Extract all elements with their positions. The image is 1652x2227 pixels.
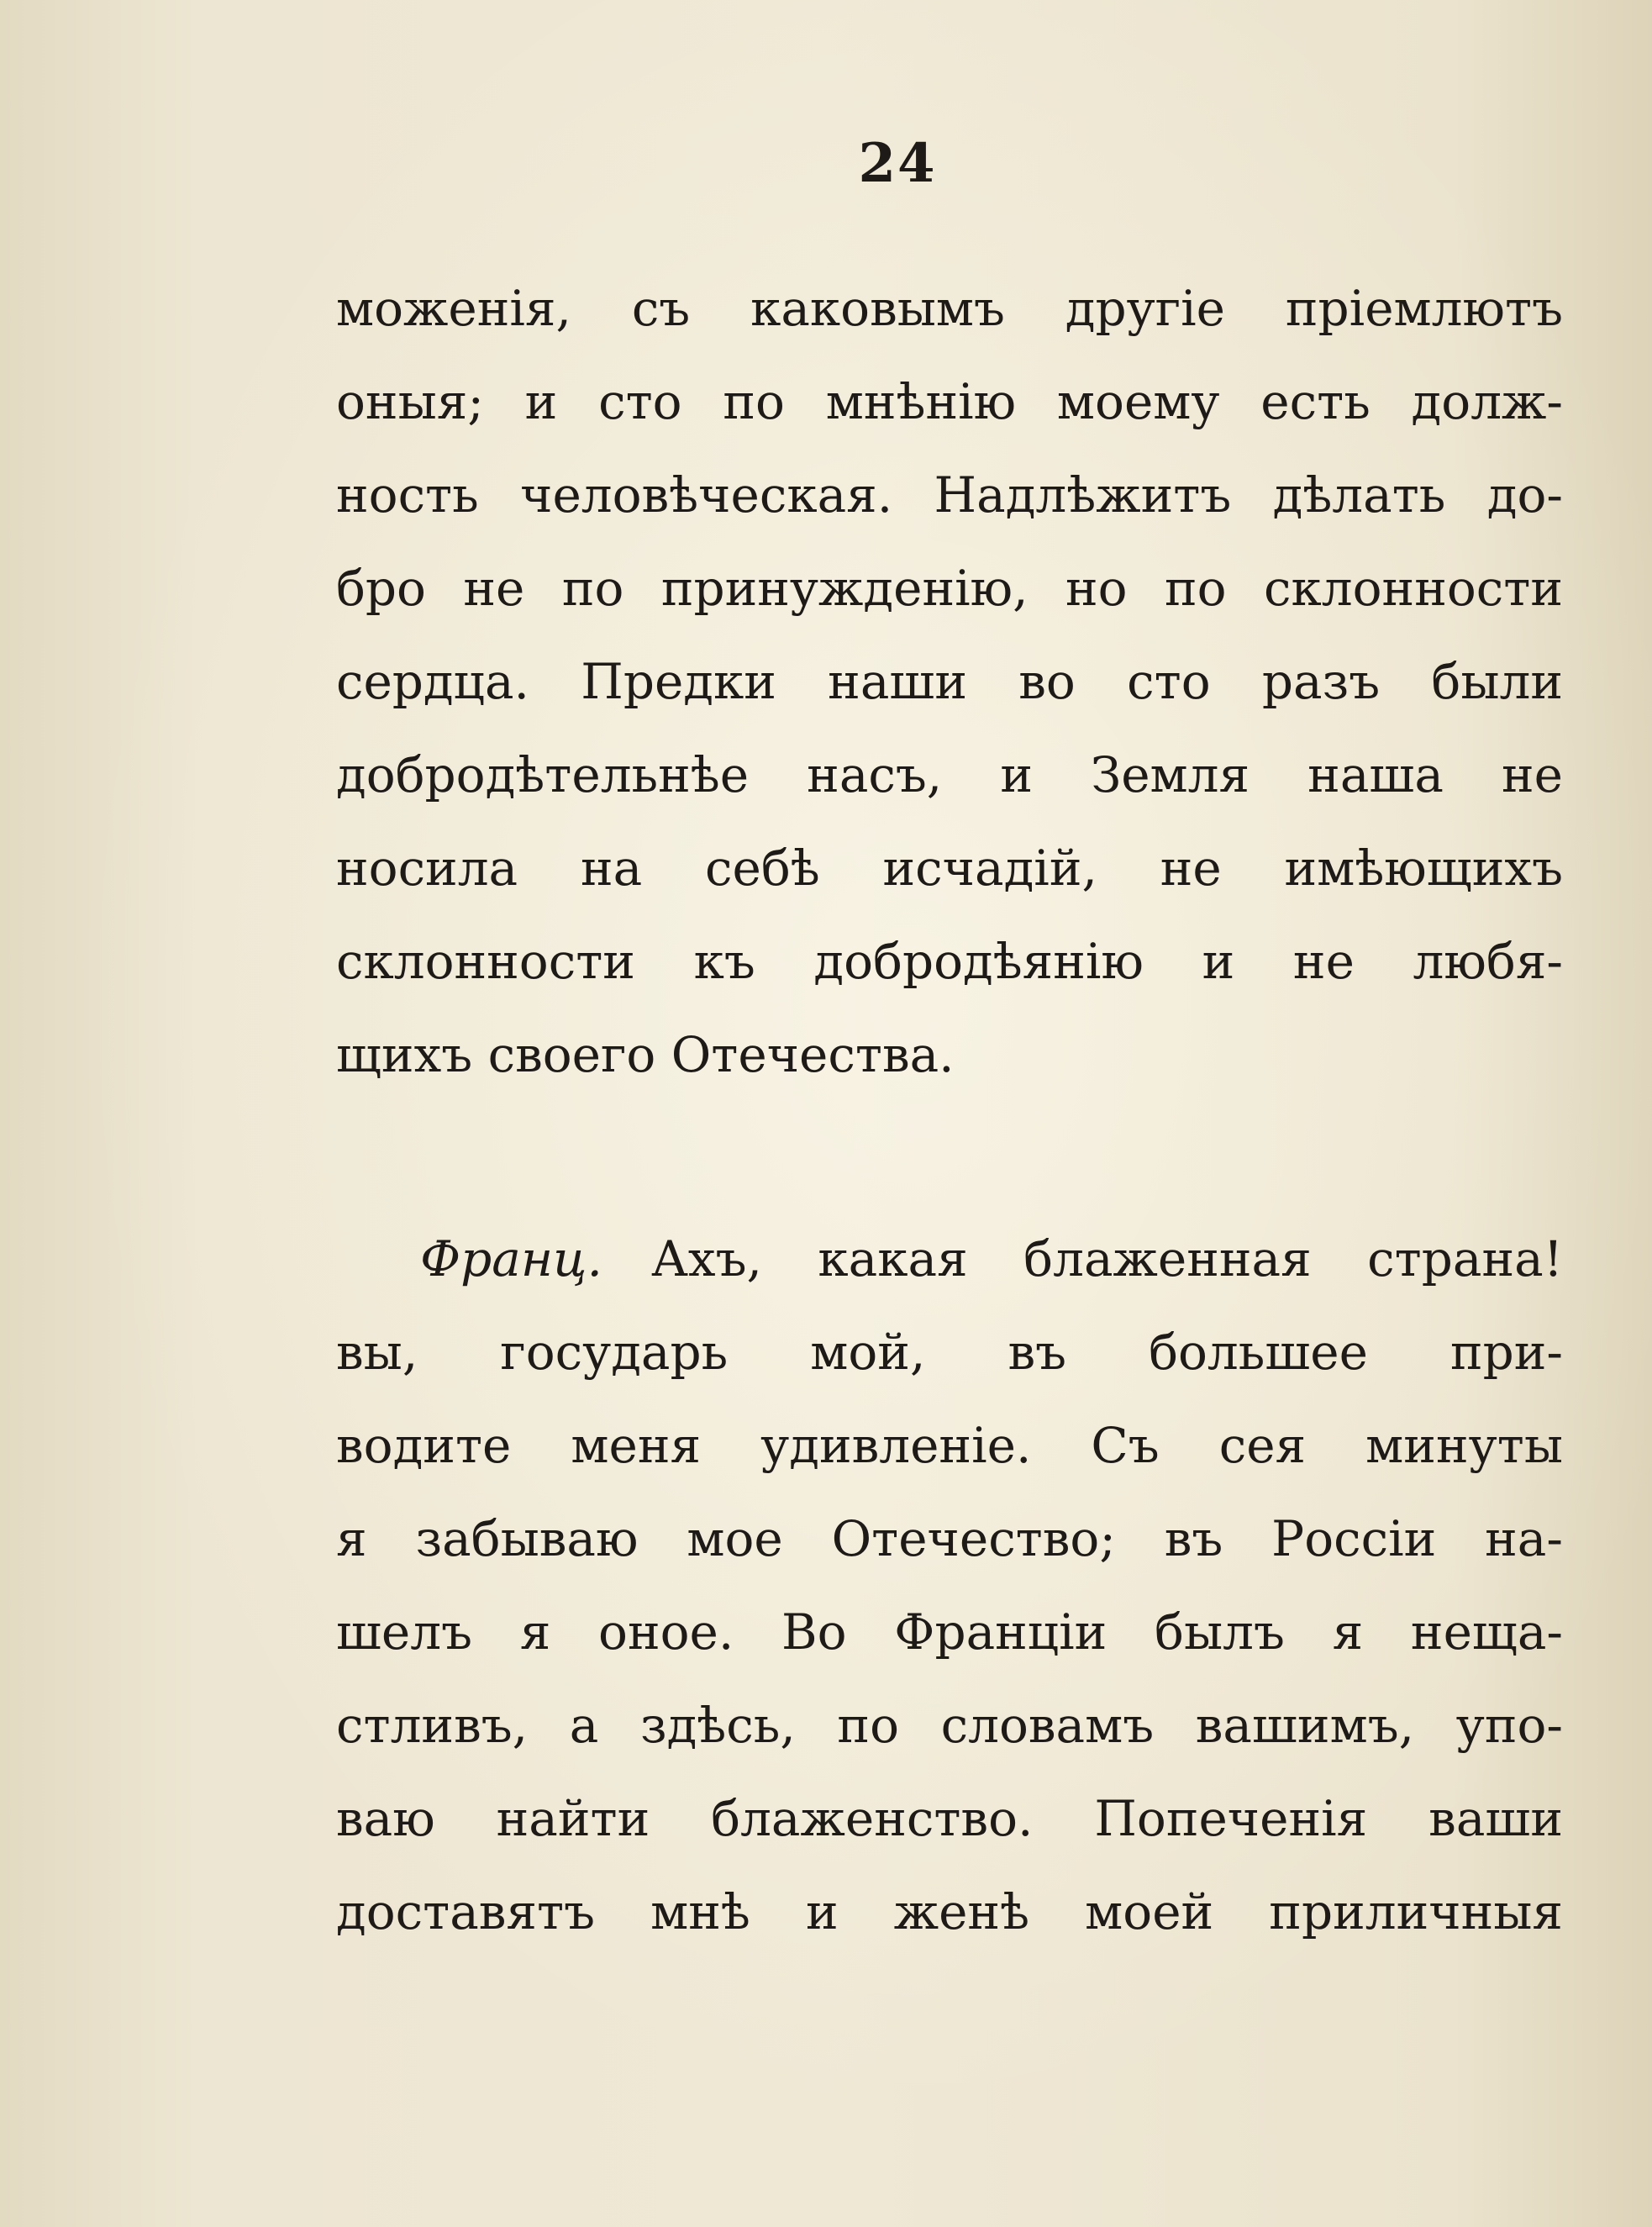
- text-line: водите меня удивленіе. Съ сея минуты: [336, 1417, 1563, 1474]
- paragraph-2: [336, 1213, 1563, 1959]
- text-line: шелъ я оное. Во Франціи былъ я нещa-: [336, 1603, 1563, 1661]
- text-line: щихъ своего Отечества.: [336, 1026, 955, 1083]
- text-line: бро не по принужденію, но по склонности: [336, 560, 1563, 617]
- text-line: склонности къ добродѣянію и не любя-: [336, 933, 1563, 990]
- text-line: доставятъ мнѣ и женѣ моей приличныя: [336, 1883, 1563, 1940]
- speaker-name: Франц.: [420, 1230, 602, 1287]
- text-line: ность человѣческая. Надлѣжитъ дѣлать до-: [336, 466, 1563, 524]
- text-line: сердца. Предки наши во сто разъ были: [336, 653, 1563, 710]
- text-line: ваю найти блаженство. Попеченія ваши: [336, 1790, 1563, 1847]
- text-line: я забываю мое Отечество; въ Россіи на-: [336, 1510, 1563, 1567]
- page-number: 24: [858, 132, 937, 195]
- text-line: оныя; и сто по мнѣнію моему есть долж-: [336, 373, 1563, 430]
- text-line: вы, государь мой, въ большее при-: [336, 1324, 1563, 1381]
- text-line: носила на себѣ исчадій, не имѣющихъ: [336, 840, 1563, 897]
- paragraph-1: [336, 262, 1563, 1102]
- text-line: моженія, съ каковымъ другіе пріемлютъ: [336, 280, 1563, 337]
- text-line: добродѣтельнѣе насъ, и Земля наша не: [336, 746, 1563, 803]
- speaker-line: [336, 1213, 1563, 1306]
- speaker-line-text: Ахъ, какая блаженная страна!: [650, 1230, 1563, 1287]
- text-line: стливъ, а здѣсь, по словамъ вашимъ, упо-: [336, 1697, 1563, 1754]
